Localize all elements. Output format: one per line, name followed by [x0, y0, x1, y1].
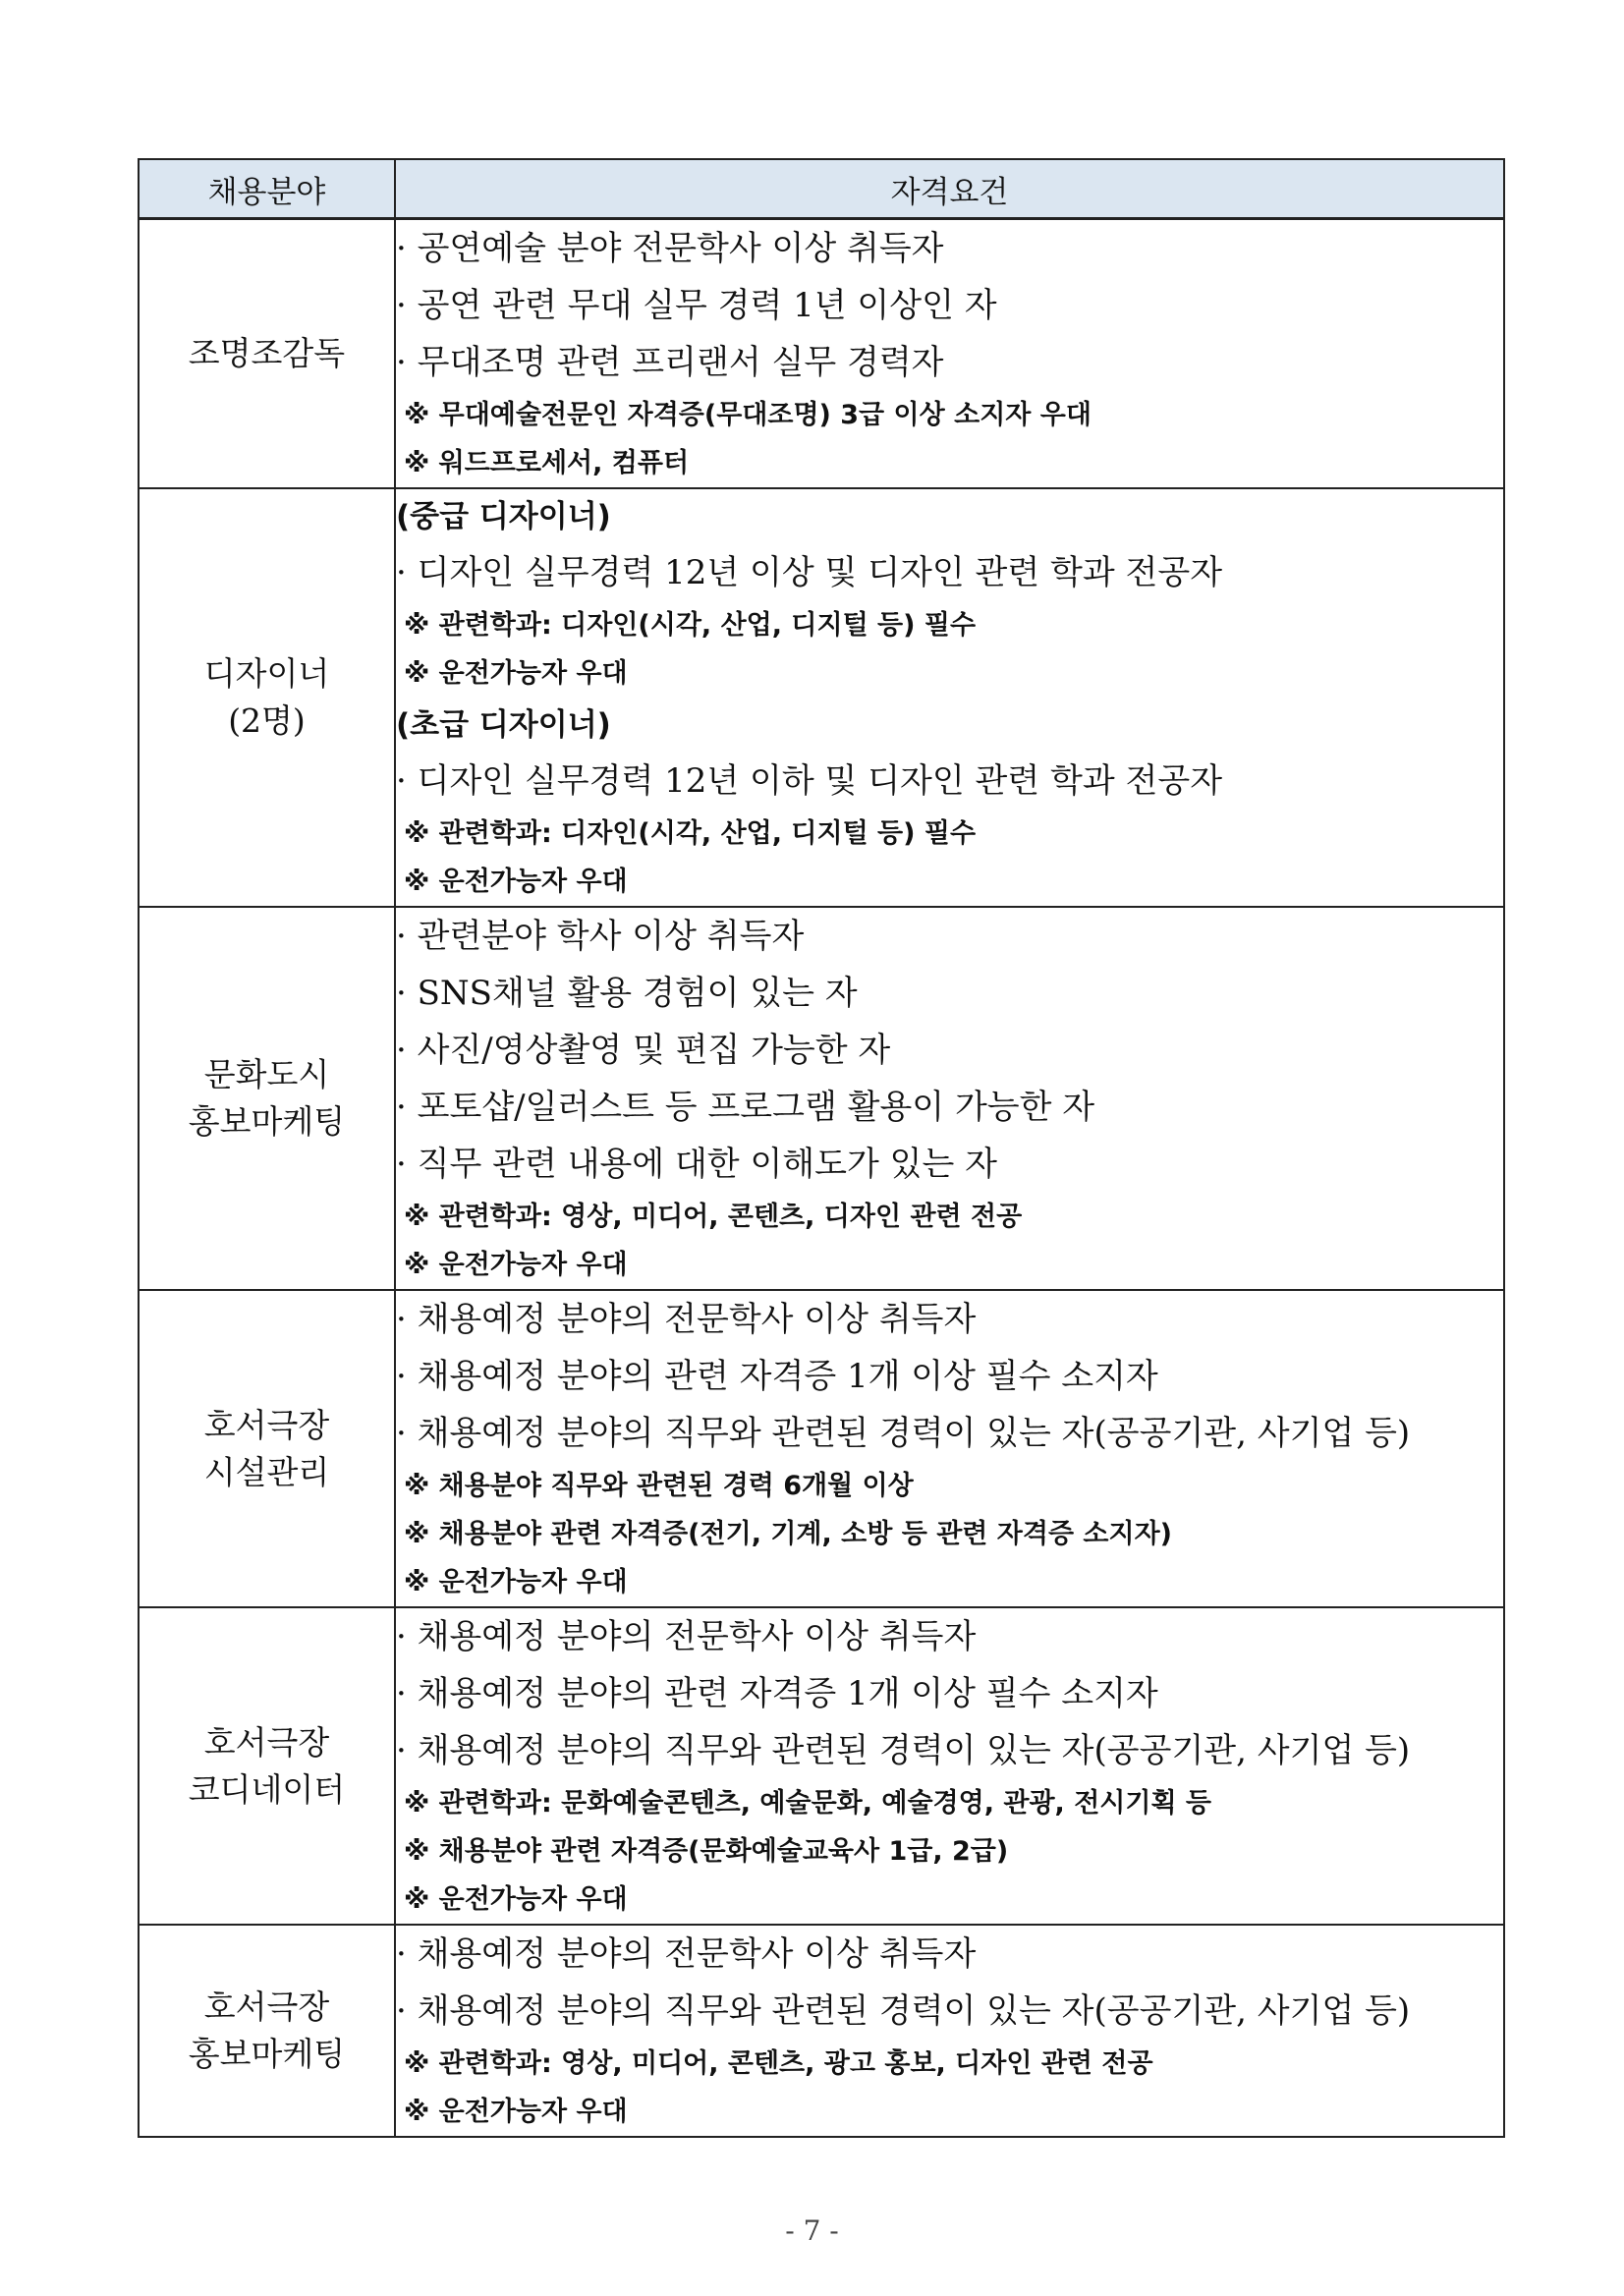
header-requirements: 자격요건 [395, 159, 1504, 219]
requirement-item: · 무대조명 관련 프리랜서 실무 경력자 [396, 343, 944, 382]
field-cell [139, 1925, 395, 2137]
requirement-item: · 공연예술 분야 전문학사 이상 취득자 [396, 229, 944, 268]
requirements-table [138, 158, 1505, 2138]
requirement-item: · 관련분야 학사 이상 취득자 [396, 917, 805, 956]
requirement-item: · SNS채널 활용 경험이 있는 자 [396, 974, 858, 1013]
field-cell [139, 219, 395, 489]
table-header-row [139, 159, 1504, 219]
requirement-item: · 채용예정 분야의 관련 자격증 1개 이상 필수 소지자 [396, 1674, 1158, 1713]
field-name: 조명조감독 [188, 334, 346, 372]
requirement-item: · 디자인 실무경력 12년 이상 및 디자인 관련 학과 전공자 [396, 553, 1223, 592]
table-row [139, 219, 1504, 489]
field-name: 홍보마케팅 [188, 1102, 346, 1141]
note-line: ※ 채용분야 직무와 관련된 경력 6개월 이상 [404, 1471, 914, 1501]
requirement-item: · 직무 관련 내용에 대한 이해도가 있는 자 [396, 1145, 997, 1184]
field-name: 문화도시 [203, 1055, 330, 1093]
requirements-cell [395, 488, 1504, 907]
requirements-cell [395, 1925, 1504, 2137]
table-row [139, 907, 1504, 1290]
field-name: 호서극장 [203, 1405, 330, 1444]
note-line: ※ 채용분야 관련 자격증(전기, 기계, 소방 등 관련 자격증 소지자) [404, 1519, 1173, 1549]
requirement-item: · 디자인 실무경력 12년 이하 및 디자인 관련 학과 전공자 [396, 761, 1223, 801]
field-name: 호서극장 [203, 1722, 330, 1762]
note-line: ※ 운전가능자 우대 [404, 867, 628, 897]
subheading: (초급 디자이너) [396, 707, 611, 743]
header-field: 채용분야 [139, 159, 395, 219]
field-cell [139, 907, 395, 1290]
requirement-item: · 채용예정 분야의 직무와 관련된 경력이 있는 자(공공기관, 사기업 등) [396, 1414, 1411, 1453]
note-line: ※ 관련학과: 영상, 미디어, 콘텐츠, 광고 홍보, 디자인 관련 전공 [404, 2048, 1153, 2079]
note-line: ※ 운전가능자 우대 [404, 1884, 628, 1915]
note-line: ※ 관련학과: 디자인(시각, 산업, 디지털 등) 필수 [404, 610, 977, 641]
table-body [139, 219, 1504, 2138]
requirement-item: · 채용예정 분야의 직무와 관련된 경력이 있는 자(공공기관, 사기업 등) [396, 1991, 1411, 2031]
note-line: ※ 관련학과: 디자인(시각, 산업, 디지털 등) 필수 [404, 818, 977, 849]
note-line: ※ 관련학과: 영상, 미디어, 콘텐츠, 디자인 관련 전공 [404, 1202, 1023, 1232]
requirements-cell [395, 219, 1504, 489]
requirement-item: · 채용예정 분야의 전문학사 이상 취득자 [396, 1617, 977, 1656]
requirements-cell [395, 907, 1504, 1290]
requirement-item: · 채용예정 분야의 전문학사 이상 취득자 [396, 1934, 977, 1974]
table-row [139, 1290, 1504, 1607]
requirement-item: · 채용예정 분야의 전문학사 이상 취득자 [396, 1300, 977, 1339]
subheading: (중급 디자이너) [396, 499, 611, 534]
field-name: 코디네이터 [188, 1769, 346, 1809]
requirement-item: · 사진/영상촬영 및 편집 가능한 자 [396, 1031, 891, 1070]
field-name: 디자이너 [203, 654, 330, 693]
page-number: - 7 - [785, 2214, 839, 2247]
field-cell [139, 1290, 395, 1607]
requirement-item: · 공연 관련 무대 실무 경력 1년 이상인 자 [396, 286, 997, 325]
note-line: ※ 운전가능자 우대 [404, 2097, 628, 2127]
table-row [139, 488, 1504, 907]
note-line: ※ 운전가능자 우대 [404, 1250, 628, 1280]
note-line: ※ 채용분야 관련 자격증(문화예술교육사 1급, 2급) [404, 1836, 1009, 1867]
note-line: ※ 관련학과: 문화예술콘텐츠, 예술문화, 예술경영, 관광, 전시기획 등 [404, 1788, 1212, 1819]
field-cell [139, 1607, 395, 1925]
note-line: ※ 워드프로세서, 컴퓨터 [404, 448, 690, 478]
field-cell [139, 488, 395, 907]
note-line: ※ 무대예술전문인 자격증(무대조명) 3급 이상 소지자 우대 [404, 400, 1092, 430]
requirements-cell [395, 1290, 1504, 1607]
note-line: ※ 운전가능자 우대 [404, 658, 628, 689]
table-row [139, 1607, 1504, 1925]
field-name: 호서극장 [203, 1988, 330, 2026]
requirements-cell [395, 1607, 1504, 1925]
field-name: 시설관리 [203, 1452, 330, 1491]
field-name: 홍보마케팅 [188, 2035, 346, 2073]
requirement-item: · 포토샵/일러스트 등 프로그램 활용이 가능한 자 [396, 1088, 1095, 1127]
table-row [139, 1925, 1504, 2137]
field-name: (2명) [228, 701, 306, 740]
requirement-item: · 채용예정 분야의 관련 자격증 1개 이상 필수 소지자 [396, 1357, 1158, 1396]
requirement-item: · 채용예정 분야의 직무와 관련된 경력이 있는 자(공공기관, 사기업 등) [396, 1731, 1411, 1770]
note-line: ※ 운전가능자 우대 [404, 1567, 628, 1597]
